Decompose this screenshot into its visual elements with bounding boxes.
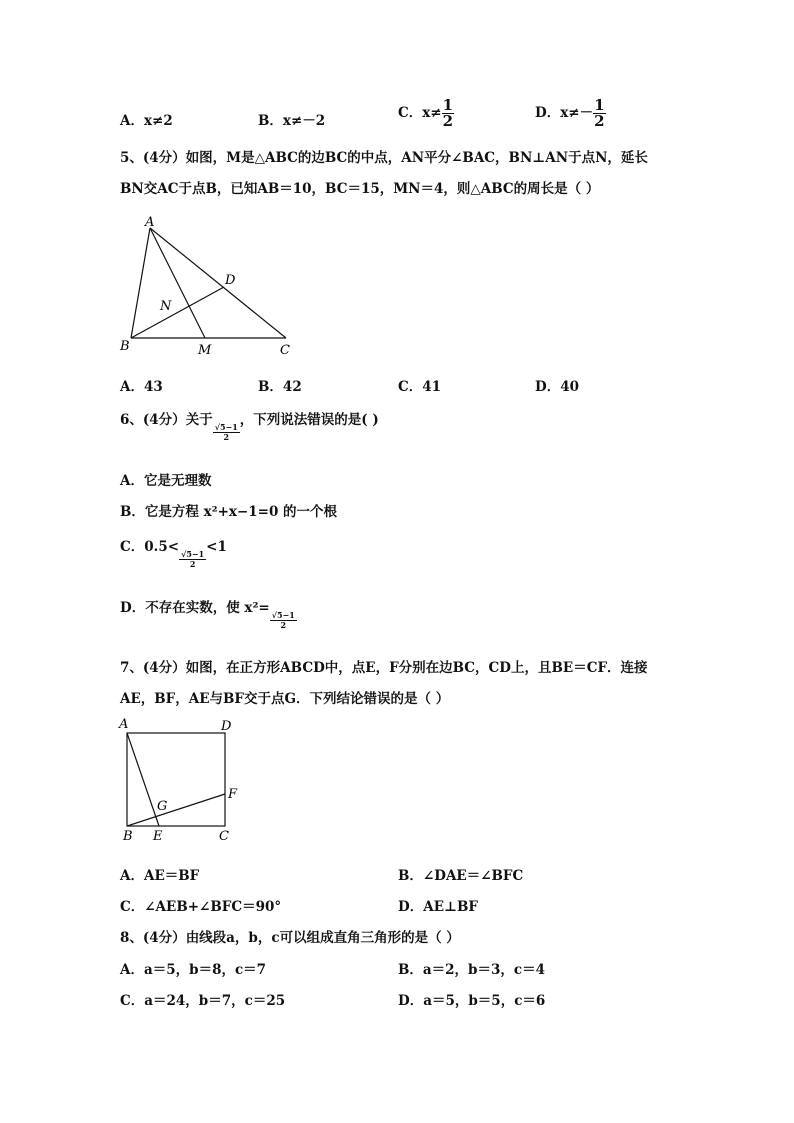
q7-label-e: E	[153, 829, 163, 844]
q7-label-c: C	[219, 829, 229, 844]
q7-line1: 7、(4分）如图，在正方形ABCD中，点E，F分别在边BC，CD上，且BE＝CF．连接	[120, 660, 648, 676]
q8-option-b: B．a＝2，b＝3，c＝4	[398, 962, 546, 978]
q7-square-abcd	[127, 733, 225, 826]
q6-option-b: B．它是方程 x²+x−1=0 的一个根	[120, 504, 338, 520]
q7-option-b: B．∠DAE＝∠BFC	[398, 868, 524, 884]
q7-label-g: G	[157, 799, 168, 814]
q4-option-d: D．x≠－ $\frac{1}{2}$	[535, 96, 605, 130]
q5-option-b: B．42	[258, 379, 302, 395]
q7-option-a: A．AE＝BF	[120, 868, 200, 884]
q5-label-a: A	[145, 215, 155, 230]
q5-triangle-figure	[110, 210, 310, 360]
q5-label-d: D	[225, 273, 236, 288]
q4-option-c: C．x≠ $\frac{1}{2}$	[398, 96, 454, 130]
q5-option-c: C．41	[398, 379, 442, 395]
q5-label-m: M	[198, 343, 212, 358]
q6-option-d-fraction: $\frac{√5-1}{2}$	[271, 610, 295, 630]
q4-option-d-fraction: $\frac{1}{2}$	[594, 96, 605, 130]
q7-option-c: C．∠AEB+∠BFC＝90°	[120, 899, 282, 915]
q5-option-a: A．43	[120, 379, 163, 395]
q5-label-c: C	[280, 343, 290, 358]
q6-fraction: $\frac{√5-1}{2}$	[214, 422, 238, 442]
q5-segment-ab	[131, 228, 150, 338]
q5-segment-bd	[131, 287, 224, 338]
q6-option-c: C．0.5< $\frac{√5-1}{2}$ <1	[120, 539, 227, 569]
q6-option-a: A．它是无理数	[120, 473, 212, 489]
q8-option-d: D．a＝5，b＝5，c＝6	[398, 993, 546, 1009]
q7-label-f: F	[228, 787, 238, 802]
q7-segment-bf	[127, 794, 225, 826]
q7-option-d: D．AE⊥BF	[398, 899, 478, 915]
q8-option-a: A．a＝5，b＝8，c＝7	[120, 962, 267, 978]
q5-option-d: D．40	[535, 379, 580, 395]
q7-label-b: B	[123, 829, 133, 844]
q7-square-figure	[115, 712, 245, 847]
q7-segment-ae	[127, 733, 159, 826]
q8-option-c: C．a＝24，b＝7，c＝25	[120, 993, 286, 1009]
q4-option-a: A．x≠2	[120, 113, 173, 129]
q6-option-d: D．不存在实数，使 x²= $\frac{√5-1}{2}$	[120, 600, 295, 630]
q5-label-n: N	[160, 299, 172, 314]
q5-segment-am	[150, 228, 205, 338]
q5-line2: BN交AC于点B，已知AB＝10，BC＝15，MN＝4，则△ABC的周长是（ ）	[120, 181, 600, 197]
q5-segment-ac	[150, 228, 286, 338]
q4-option-c-fraction: $\frac{1}{2}$	[442, 96, 454, 130]
q7-line2: AE，BF，AE与BF交于点G．下列结论错误的是（ ）	[120, 691, 450, 707]
q6-stem: 6、(4分）关于 $\frac{√5-1}{2}$ ，下列说法错误的是( )	[120, 412, 379, 442]
q8-stem: 8、(4分）由线段a，b，c可以组成直角三角形的是（ ）	[120, 930, 460, 946]
q7-label-a: A	[119, 717, 129, 732]
q7-label-d: D	[221, 719, 232, 734]
q5-line1: 5、(4分）如图，M是△ABC的边BC的中点，AN平分∠BAC，BN⊥AN于点N，延长	[120, 150, 648, 166]
q4-option-b: B．x≠－2	[258, 113, 326, 129]
q5-label-b: B	[120, 339, 130, 354]
q6-option-c-fraction: $\frac{√5-1}{2}$	[181, 549, 205, 569]
